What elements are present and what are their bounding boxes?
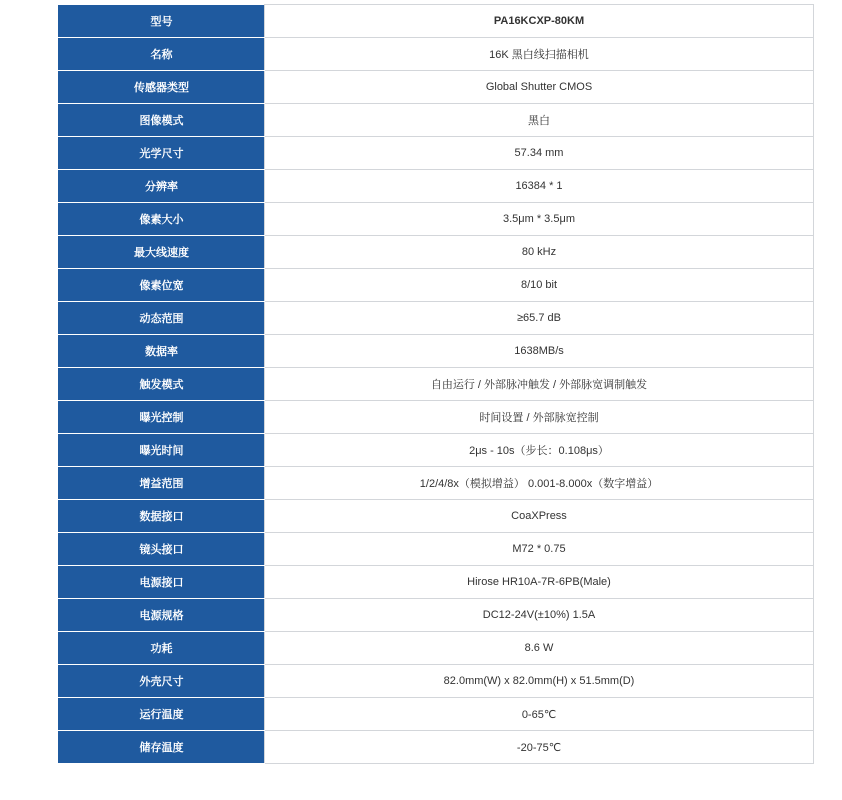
- spec-value-trigger-mode: 自由运行 / 外部脉冲触发 / 外部脉宽调制触发: [265, 368, 814, 401]
- spec-value-pixel-size: 3.5μm * 3.5μm: [265, 203, 814, 236]
- spec-label-resolution: 分辨率: [59, 170, 265, 203]
- spec-label-sensor-type: 传感器类型: [59, 71, 265, 104]
- spec-row-data-rate: [59, 335, 814, 368]
- spec-label-lens-mount: 镜头接口: [59, 533, 265, 566]
- spec-value-power-connector: Hirose HR10A-7R-6PB(Male): [265, 566, 814, 599]
- spec-label-name: 名称: [59, 38, 265, 71]
- spec-row-exposure-time: [59, 434, 814, 467]
- spec-label-operating-temperature: 运行温度: [59, 698, 265, 731]
- spec-row-max-line-rate: [59, 236, 814, 269]
- spec-label-storage-temperature: 储存温度: [59, 731, 265, 764]
- spec-label-power-connector: 电源接口: [59, 566, 265, 599]
- spec-row-housing-dimensions: [59, 665, 814, 698]
- spec-label-data-interface: 数据接口: [59, 500, 265, 533]
- spec-row-resolution: [59, 170, 814, 203]
- spec-label-housing-dimensions: 外壳尺寸: [59, 665, 265, 698]
- spec-value-power-spec: DC12-24V(±10%) 1.5A: [265, 599, 814, 632]
- spec-table-body: [59, 5, 814, 764]
- spec-label-power-consumption: 功耗: [59, 632, 265, 665]
- spec-row-name: [59, 38, 814, 71]
- spec-label-bit-depth: 像素位宽: [59, 269, 265, 302]
- spec-value-resolution: 16384 * 1: [265, 170, 814, 203]
- spec-label-power-spec: 电源规格: [59, 599, 265, 632]
- spec-value-data-interface: CoaXPress: [265, 500, 814, 533]
- spec-value-name: 16K 黑白线扫描相机: [265, 38, 814, 71]
- spec-row-power-spec: [59, 599, 814, 632]
- spec-label-max-line-rate: 最大线速度: [59, 236, 265, 269]
- spec-row-bit-depth: [59, 269, 814, 302]
- spec-value-operating-temperature: 0-65℃: [265, 698, 814, 731]
- spec-label-gain-range: 增益范围: [59, 467, 265, 500]
- spec-value-power-consumption: 8.6 W: [265, 632, 814, 665]
- spec-row-power-consumption: [59, 632, 814, 665]
- spec-row-sensor-type: [59, 71, 814, 104]
- spec-label-pixel-size: 像素大小: [59, 203, 265, 236]
- spec-value-lens-mount: M72 * 0.75: [265, 533, 814, 566]
- spec-row-data-interface: [59, 500, 814, 533]
- spec-row-operating-temperature: [59, 698, 814, 731]
- spec-value-model: PA16KCXP-80KM: [265, 5, 814, 38]
- spec-table: [58, 4, 814, 764]
- spec-value-storage-temperature: -20-75℃: [265, 731, 814, 764]
- spec-row-power-connector: [59, 566, 814, 599]
- spec-label-trigger-mode: 触发模式: [59, 368, 265, 401]
- spec-label-data-rate: 数据率: [59, 335, 265, 368]
- spec-row-optical-size: [59, 137, 814, 170]
- spec-label-model: 型号: [59, 5, 265, 38]
- spec-row-model: [59, 5, 814, 38]
- spec-value-image-mode: 黑白: [265, 104, 814, 137]
- spec-value-bit-depth: 8/10 bit: [265, 269, 814, 302]
- spec-value-dynamic-range: ≥65.7 dB: [265, 302, 814, 335]
- spec-row-pixel-size: [59, 203, 814, 236]
- spec-value-sensor-type: Global Shutter CMOS: [265, 71, 814, 104]
- spec-value-housing-dimensions: 82.0mm(W) x 82.0mm(H) x 51.5mm(D): [265, 665, 814, 698]
- spec-label-image-mode: 图像模式: [59, 104, 265, 137]
- spec-label-exposure-control: 曝光控制: [59, 401, 265, 434]
- spec-row-storage-temperature: [59, 731, 814, 764]
- spec-value-optical-size: 57.34 mm: [265, 137, 814, 170]
- spec-value-data-rate: 1638MB/s: [265, 335, 814, 368]
- spec-label-exposure-time: 曝光时间: [59, 434, 265, 467]
- spec-row-trigger-mode: [59, 368, 814, 401]
- spec-label-optical-size: 光学尺寸: [59, 137, 265, 170]
- spec-value-exposure-control: 时间设置 / 外部脉宽控制: [265, 401, 814, 434]
- spec-row-lens-mount: [59, 533, 814, 566]
- spec-label-dynamic-range: 动态范围: [59, 302, 265, 335]
- spec-value-gain-range: 1/2/4/8x（模拟增益） 0.001-8.000x（数字增益）: [265, 467, 814, 500]
- spec-value-max-line-rate: 80 kHz: [265, 236, 814, 269]
- spec-value-exposure-time: 2μs - 10s（步长：0.108μs）: [265, 434, 814, 467]
- spec-row-exposure-control: [59, 401, 814, 434]
- spec-row-dynamic-range: [59, 302, 814, 335]
- spec-row-image-mode: [59, 104, 814, 137]
- spec-row-gain-range: [59, 467, 814, 500]
